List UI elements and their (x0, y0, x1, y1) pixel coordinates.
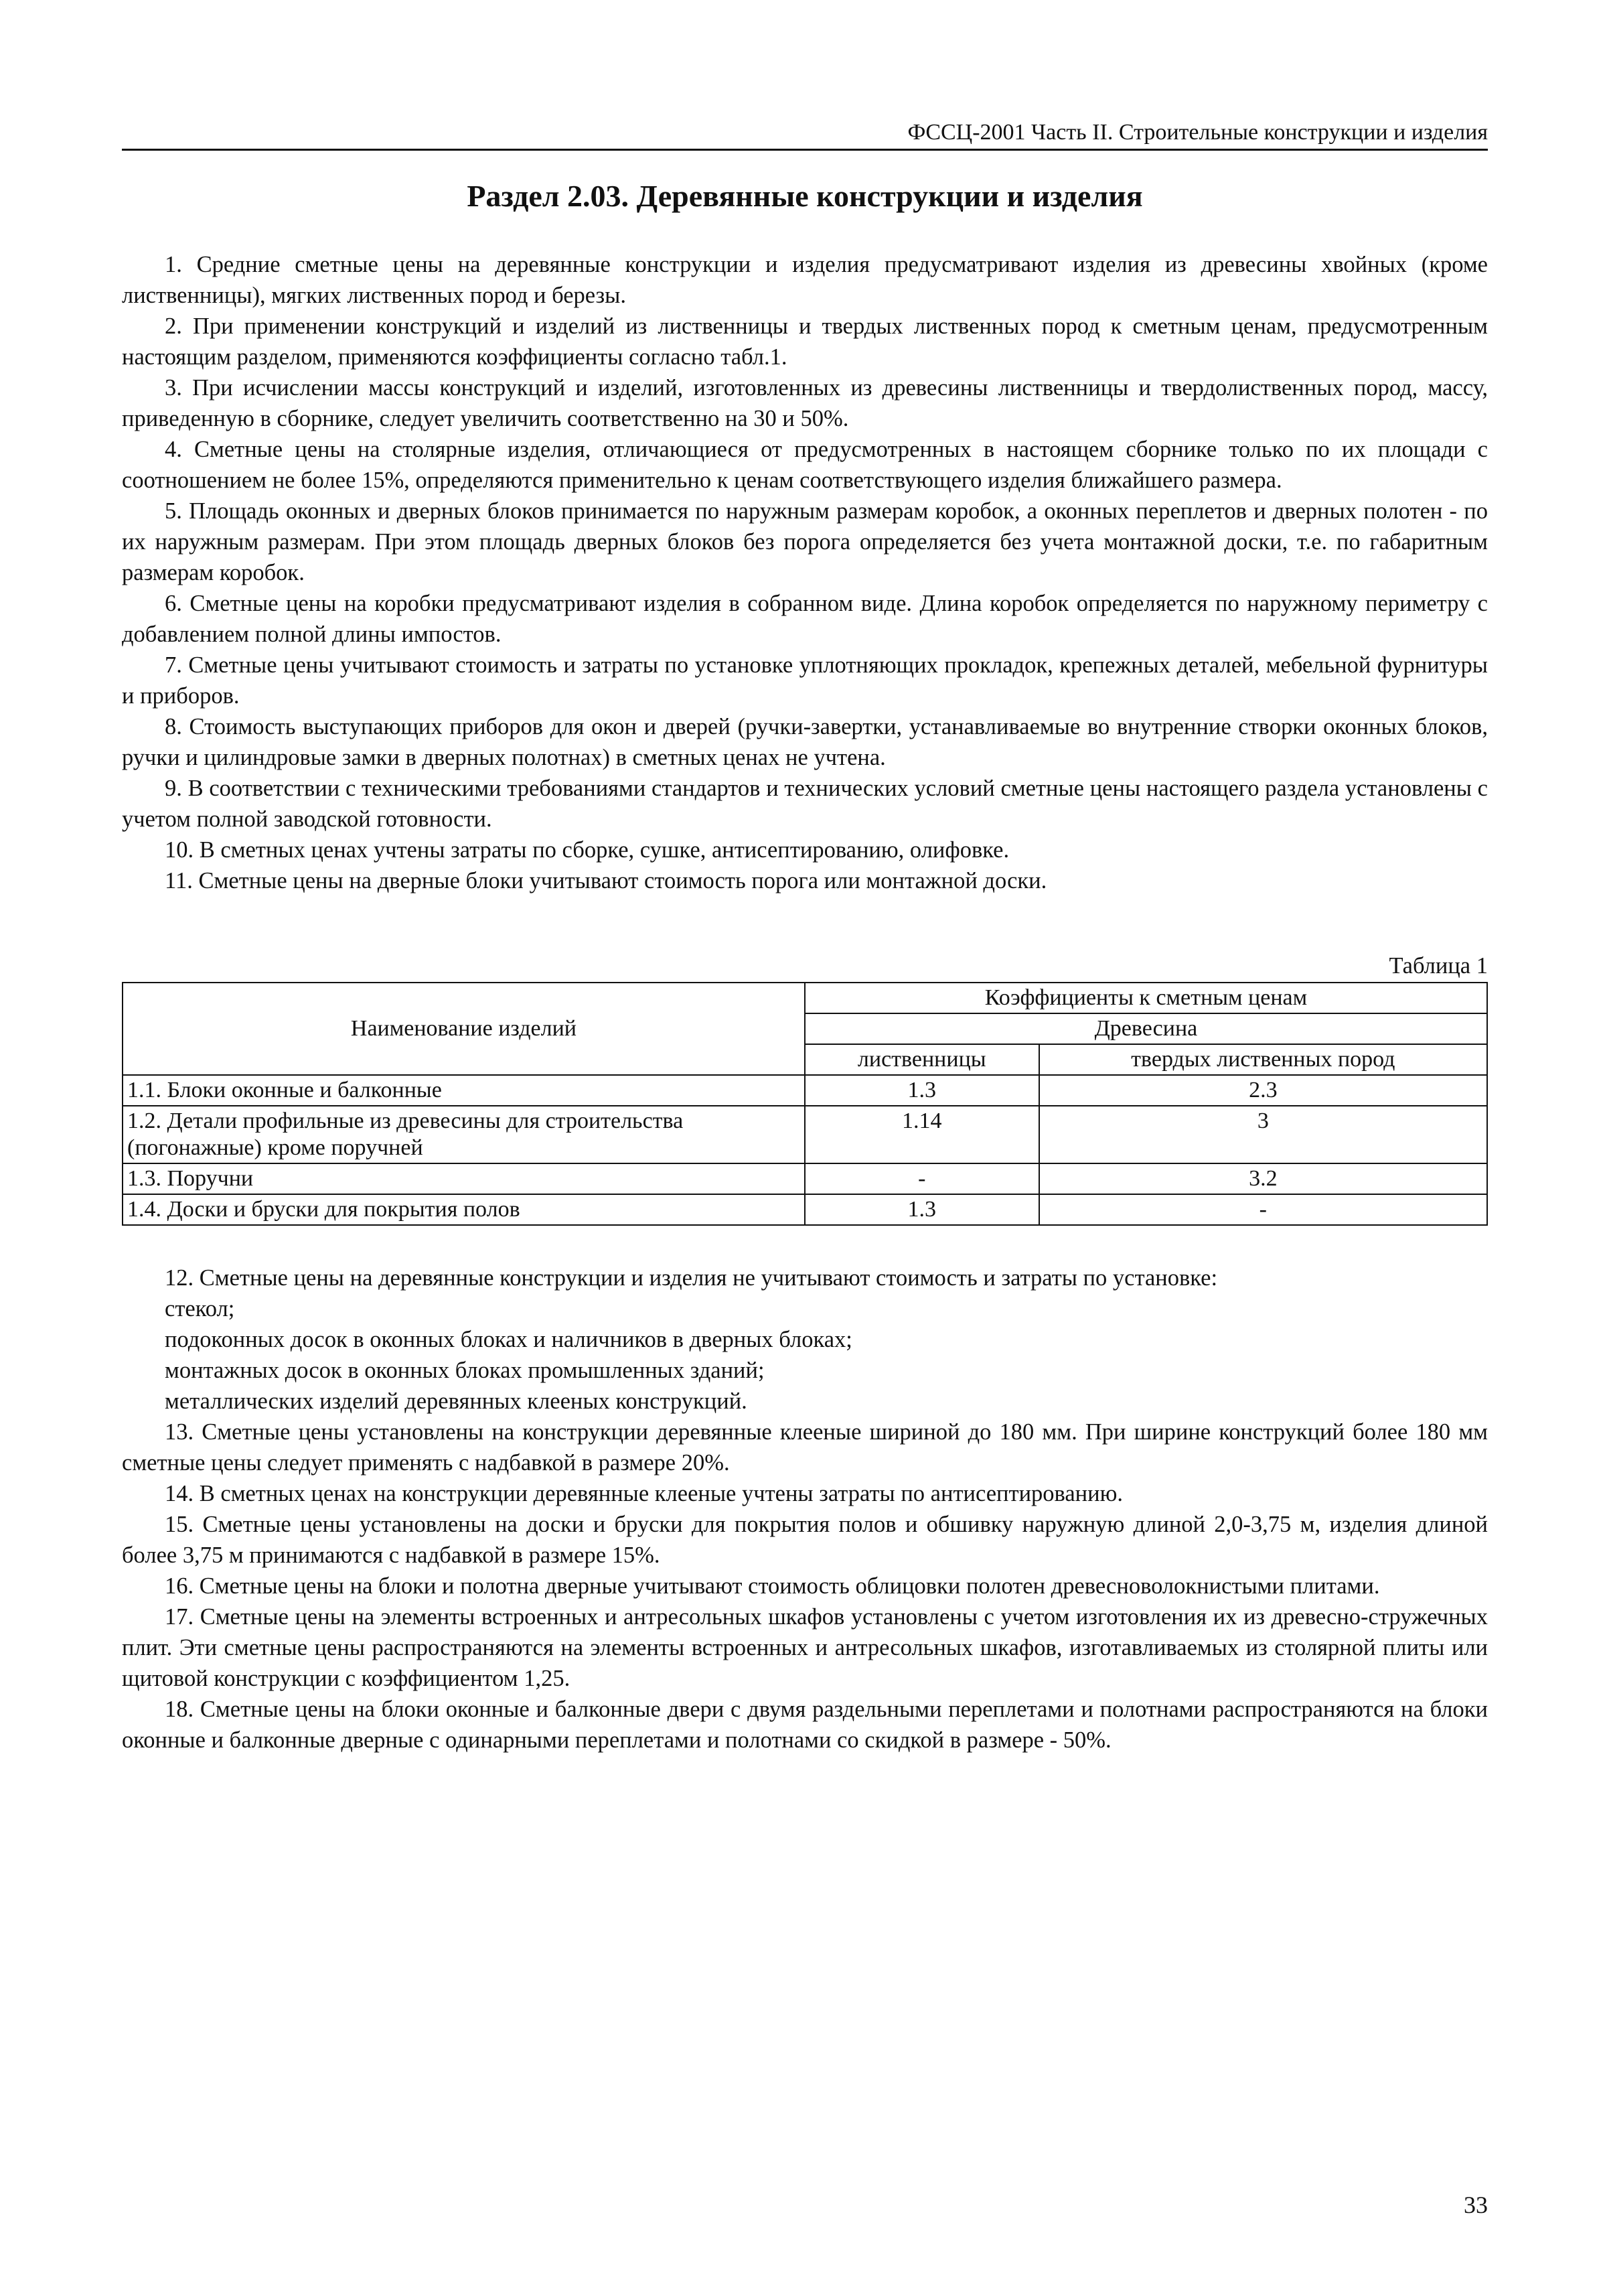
header-wood: Древесина (805, 1013, 1487, 1044)
paragraph-8: 8. Стоимость выступающих приборов для окон и дверей (ручки-завертки, устанавливаемые во внутренние створки оконных блоков, ручки и цилиндровые замки в дверных полотнах) в сметных ценах не учтена. (122, 714, 1488, 770)
paragraph-13: 13. Сметные цены установлены на конструкции деревянные клееные шириной до 180 мм. При ширине конструкций более 180 мм сметные цены следует применять с надбавкой в размере 20%. (122, 1419, 1488, 1476)
row-name: 1.3. Поручни (123, 1163, 805, 1194)
header-name: Наименование изделий (123, 983, 805, 1075)
row-hardwood: 2.3 (1039, 1075, 1487, 1106)
paragraph-17: 17. Сметные цены на элементы встроенных и антресольных шкафов установлены с учетом изготовления их из древесно-стружечных плит. Эти сметные цены распространяются на элементы встроенных и антресольных шкафов, изготавливаемых из столярной плиты или щитовой конструкции с коэффициентом 1,25. (122, 1604, 1488, 1691)
paragraph-18: 18. Сметные цены на блоки оконные и балконные двери с двумя раздельными переплетами и полотнами распространяются на блоки оконные и балконные дверные с одинарными переплетами и полотнами со скидкой в размере - 50%. (122, 1697, 1488, 1753)
paragraphs-before-table (122, 249, 1488, 896)
row-name: 1.1. Блоки оконные и балконные (123, 1075, 805, 1106)
table-caption: Таблица 1 (1389, 953, 1488, 979)
paragraph-15: 15. Сметные цены установлены на доски и бруски для покрытия полов и обшивку наружную длиной 2,0-3,75 м, изделия длиной более 3,75 м принимаются с надбавкой в размере 15%. (122, 1512, 1488, 1568)
row-larch: - (805, 1163, 1039, 1194)
row-larch: 1.3 (805, 1194, 1039, 1225)
paragraph-2: 2. При применении конструкций и изделий из лиственницы и твердых лиственных пород к сметным ценам, предусмотренным настоящим разделом, применяются коэффициенты согласно табл.1. (122, 313, 1488, 370)
paragraph-12: 12. Сметные цены на деревянные конструкции и изделия не учитывают стоимость и затраты по установке: (165, 1265, 1218, 1291)
row-larch: 1.14 (805, 1106, 1039, 1163)
paragraph-9: 9. В соответствии с техническими требованиями стандартов и технических условий сметные цены настоящего раздела установлены с учетом полной заводской готовности. (122, 776, 1488, 832)
section-title: Раздел 2.03. Деревянные конструкции и изделия (467, 179, 1143, 213)
running-header: ФССЦ-2001 Часть II. Строительные конструкции и изделия (122, 119, 1488, 151)
paragraph-16: 16. Сметные цены на блоки и полотна дверные учитывают стоимость облицовки полотен древесноволокнистыми плитами. (165, 1573, 1380, 1599)
paragraph-1: 1. Средние сметные цены на деревянные конструкции и изделия предусматривают изделия из древесины хвойных (кроме лиственницы), мягких лиственных пород и березы. (122, 252, 1488, 308)
paragraph-14: 14. В сметных ценах на конструкции деревянные клееные учтены затраты по антисептированию. (165, 1481, 1124, 1506)
row-hardwood: 3.2 (1039, 1163, 1487, 1194)
coefficients-table (122, 982, 1488, 1226)
paragraph-10: 10. В сметных ценах учтены затраты по сборке, сушке, антисептированию, олифовке. (165, 837, 1010, 863)
paragraph-12-item: металлических изделий деревянных клееных конструкций. (165, 1388, 747, 1414)
header-hardwood: твердых лиственных пород (1039, 1044, 1487, 1075)
paragraphs-after-table (122, 1263, 1488, 1755)
table-row (123, 1075, 1487, 1106)
paragraph-12-item: подоконных досок в оконных блоках и наличников в дверных блоках; (165, 1327, 852, 1352)
paragraph-12-item: монтажных досок в оконных блоках промышленных зданий; (165, 1358, 765, 1383)
paragraph-12-item: стекол; (165, 1296, 235, 1321)
paragraph-7: 7. Сметные цены учитывают стоимость и затраты по установке уплотняющих прокладок, крепежных деталей, мебельной фурнитуры и приборов. (122, 652, 1488, 709)
paragraph-5: 5. Площадь оконных и дверных блоков принимается по наружным размерам коробок, а оконных переплетов и дверных полотен - по их наружным размерам. При этом площадь дверных блоков без порога определяется без учета монтажной доски, т.е. по габаритным размерам коробок. (122, 498, 1488, 585)
row-name: 1.4. Доски и бруски для покрытия полов (123, 1194, 805, 1225)
table-row (123, 1106, 1487, 1163)
row-name: 1.2. Детали профильные из древесины для строительства (погонажные) кроме поручней (123, 1106, 805, 1163)
paragraph-4: 4. Сметные цены на столярные изделия, отличающиеся от предусмотренных в настоящем сборнике только по их площади с соотношением не более 15%, определяются применительно к ценам соответствующего изделия ближайшего размера. (122, 437, 1488, 493)
paragraph-3: 3. При исчислении массы конструкций и изделий, изготовленных из древесины лиственницы и твердолиственных пород, массу, приведенную в сборнике, следует увеличить соответственно на 30 и 50%. (122, 375, 1488, 431)
paragraph-11: 11. Сметные цены на дверные блоки учитывают стоимость порога или монтажной доски. (165, 868, 1047, 893)
table-row (123, 1194, 1487, 1225)
row-hardwood: 3 (1039, 1106, 1487, 1163)
page-number: 33 (1464, 2192, 1488, 2218)
table-row (123, 1163, 1487, 1194)
row-larch: 1.3 (805, 1075, 1039, 1106)
paragraph-6: 6. Сметные цены на коробки предусматривают изделия в собранном виде. Длина коробок определяется по наружному периметру с добавлением полной длины импостов. (122, 591, 1488, 647)
header-coefficients: Коэффициенты к сметным ценам (805, 983, 1487, 1013)
header-larch: лиственницы (805, 1044, 1039, 1075)
row-hardwood: - (1039, 1194, 1487, 1225)
